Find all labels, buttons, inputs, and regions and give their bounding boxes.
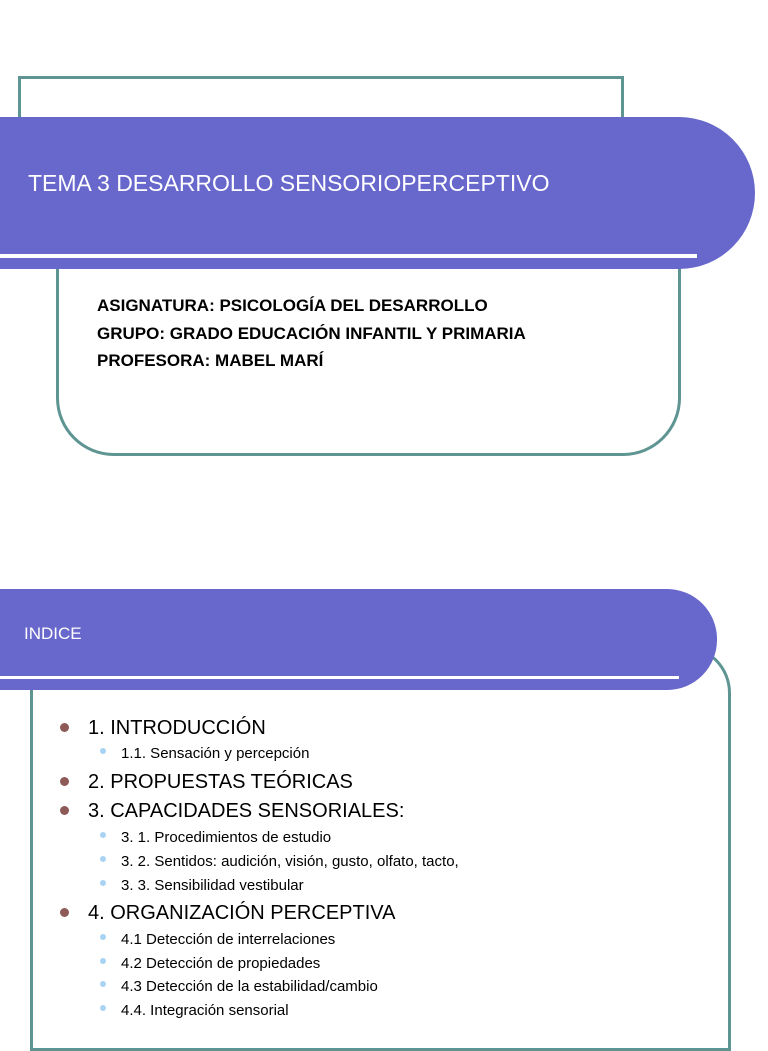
toc-subsection-item: 4.1 Detección de interrelaciones [121,931,336,948]
toc-section-item: 3. CAPACIDADES SENSORIALES: [88,800,405,822]
slide2-divider [0,676,679,679]
group-line: GRUPO: GRADO EDUCACIÓN INFANTIL Y PRIMARIA [97,323,526,343]
toc-subsection-item: 3. 3. Sensibilidad vestibular [121,877,304,894]
toc-subsection-item: 3. 1. Procedimientos de estudio [121,829,332,846]
sub-bullet-icon [100,958,106,964]
toc-section-item: 4. ORGANIZACIÓN PERCEPTIVA [88,902,396,924]
bullet-icon [60,723,69,732]
bullet-icon [60,908,69,917]
toc-section-item: 2. PROPUESTAS TEÓRICAS [88,771,353,793]
slide2-title: INDICE [24,624,82,643]
bullet-icon [60,806,69,815]
sub-bullet-icon [100,856,106,862]
toc-subsection-item: 1.1. Sensación y percepción [121,745,310,762]
subject-line: ASIGNATURA: PSICOLOGÍA DEL DESARROLLO [97,296,488,315]
slide2-title-banner [0,589,717,690]
slide1-divider [0,254,697,258]
toc-subsection-item: 4.2 Detección de propiedades [121,955,321,972]
sub-bullet-icon [100,1005,106,1011]
toc-subsection-item: 3. 2. Sentidos: audición, visión, gusto, olfato, tacto, [121,853,459,870]
sub-bullet-icon [100,748,106,754]
sub-bullet-icon [100,981,106,987]
toc-subsection-item: 4.4. Integración sensorial [121,1002,289,1019]
teacher-line: PROFESORA: MABEL MARÍ [97,351,324,370]
sub-bullet-icon [100,880,106,886]
sub-bullet-icon [100,832,106,838]
sub-bullet-icon [100,934,106,940]
bullet-icon [60,777,69,786]
slide1-subtitle-block [97,292,526,375]
slide1-title: TEMA 3 DESARROLLO SENSORIOPERCEPTIVO [28,170,550,196]
toc-subsection-item: 4.3 Detección de la estabilidad/cambio [121,978,378,995]
toc-section-item: 1. INTRODUCCIÓN [88,717,266,739]
